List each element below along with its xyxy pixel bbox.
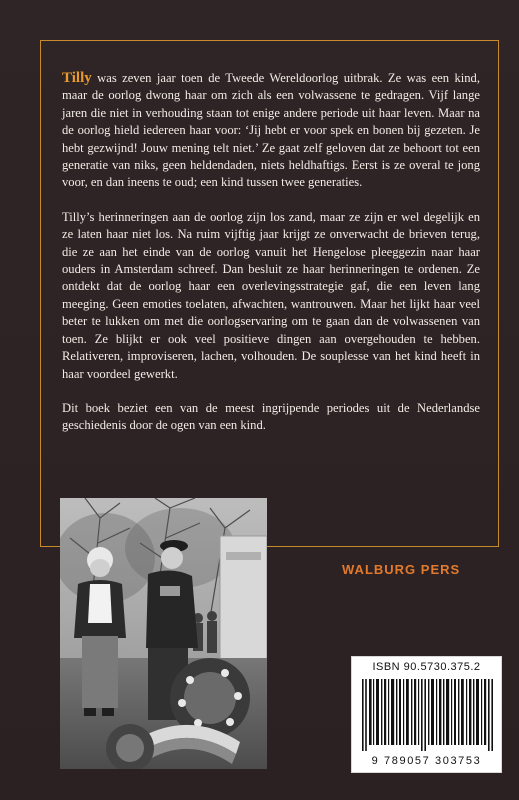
paragraph-1-text: was zeven jaar toen de Tweede Wereldoorlog uitbrak. Ze was een kind, maar de oorlog dwong haar om zich als een volwassene te gedragen. Vijf lange jaren die niet in verhouding staan tot enige andere periode uit haar leven. Maar na de oorlog hield iedereen haar voor: ‘Jij hebt er voor spek en bonen bij gezeten. Je hebt gezwijnd! Jouw mening telt niet.’ Ze gaat zelf geloven dat ze behoort tot een generatie van niks, geen heldendaden, niets heldhaftigs. Eerst is ze overal te jong voor, en dan ineens te oud; een kind tussen twee generaties.	[62, 71, 480, 190]
blurb-text	[62, 70, 480, 452]
lead-word: Tilly	[62, 70, 92, 86]
barcode	[362, 679, 493, 751]
ean-number: 9 789057 303753	[371, 755, 482, 767]
blurb-paragraph-2: Tilly’s herinneringen aan de oorlog zijn los zand, maar ze zijn er wel degelijk en ze laten haar niet los. Na ruim vijftig jaar krijgt ze onverwacht de brieven terug, die ze aan het einde van de oorlog vanuit het Hengelose pleeggezin naar haar ouders in Amsterdam schreef. Dan besluit ze haar herinneringen te ordenen. Ze ontdekt dat de oorlog haar een overlevingsstrategie gaf, die een leven lang meeging. Geen emoties toelaten, afwachten, wantrouwen. Maar het lijkt haar veel beter te lukken om met die oorlogservaring om te gaan dan de volwassenen van toen. Ze blijkt er ook veel positieve dingen aan overgehouden te hebben. Relativeren, improviseren, lachen, volhouden. De souplesse van het kind heeft in haar voordeel gewerkt.	[62, 209, 480, 381]
barcode-panel	[351, 656, 502, 773]
memorial-photo	[60, 498, 267, 769]
memorial-photo-illustration	[60, 498, 267, 769]
blurb-paragraph-3: Dit boek beziet een van de meest ingrijpende periodes uit de Nederlandse geschiedenis door de ogen van een kind.	[62, 400, 480, 433]
publisher-name: WALBURG PERS	[342, 562, 461, 577]
blurb-paragraph-1	[62, 70, 480, 192]
isbn-number: ISBN 90.5730.375.2	[372, 661, 481, 673]
